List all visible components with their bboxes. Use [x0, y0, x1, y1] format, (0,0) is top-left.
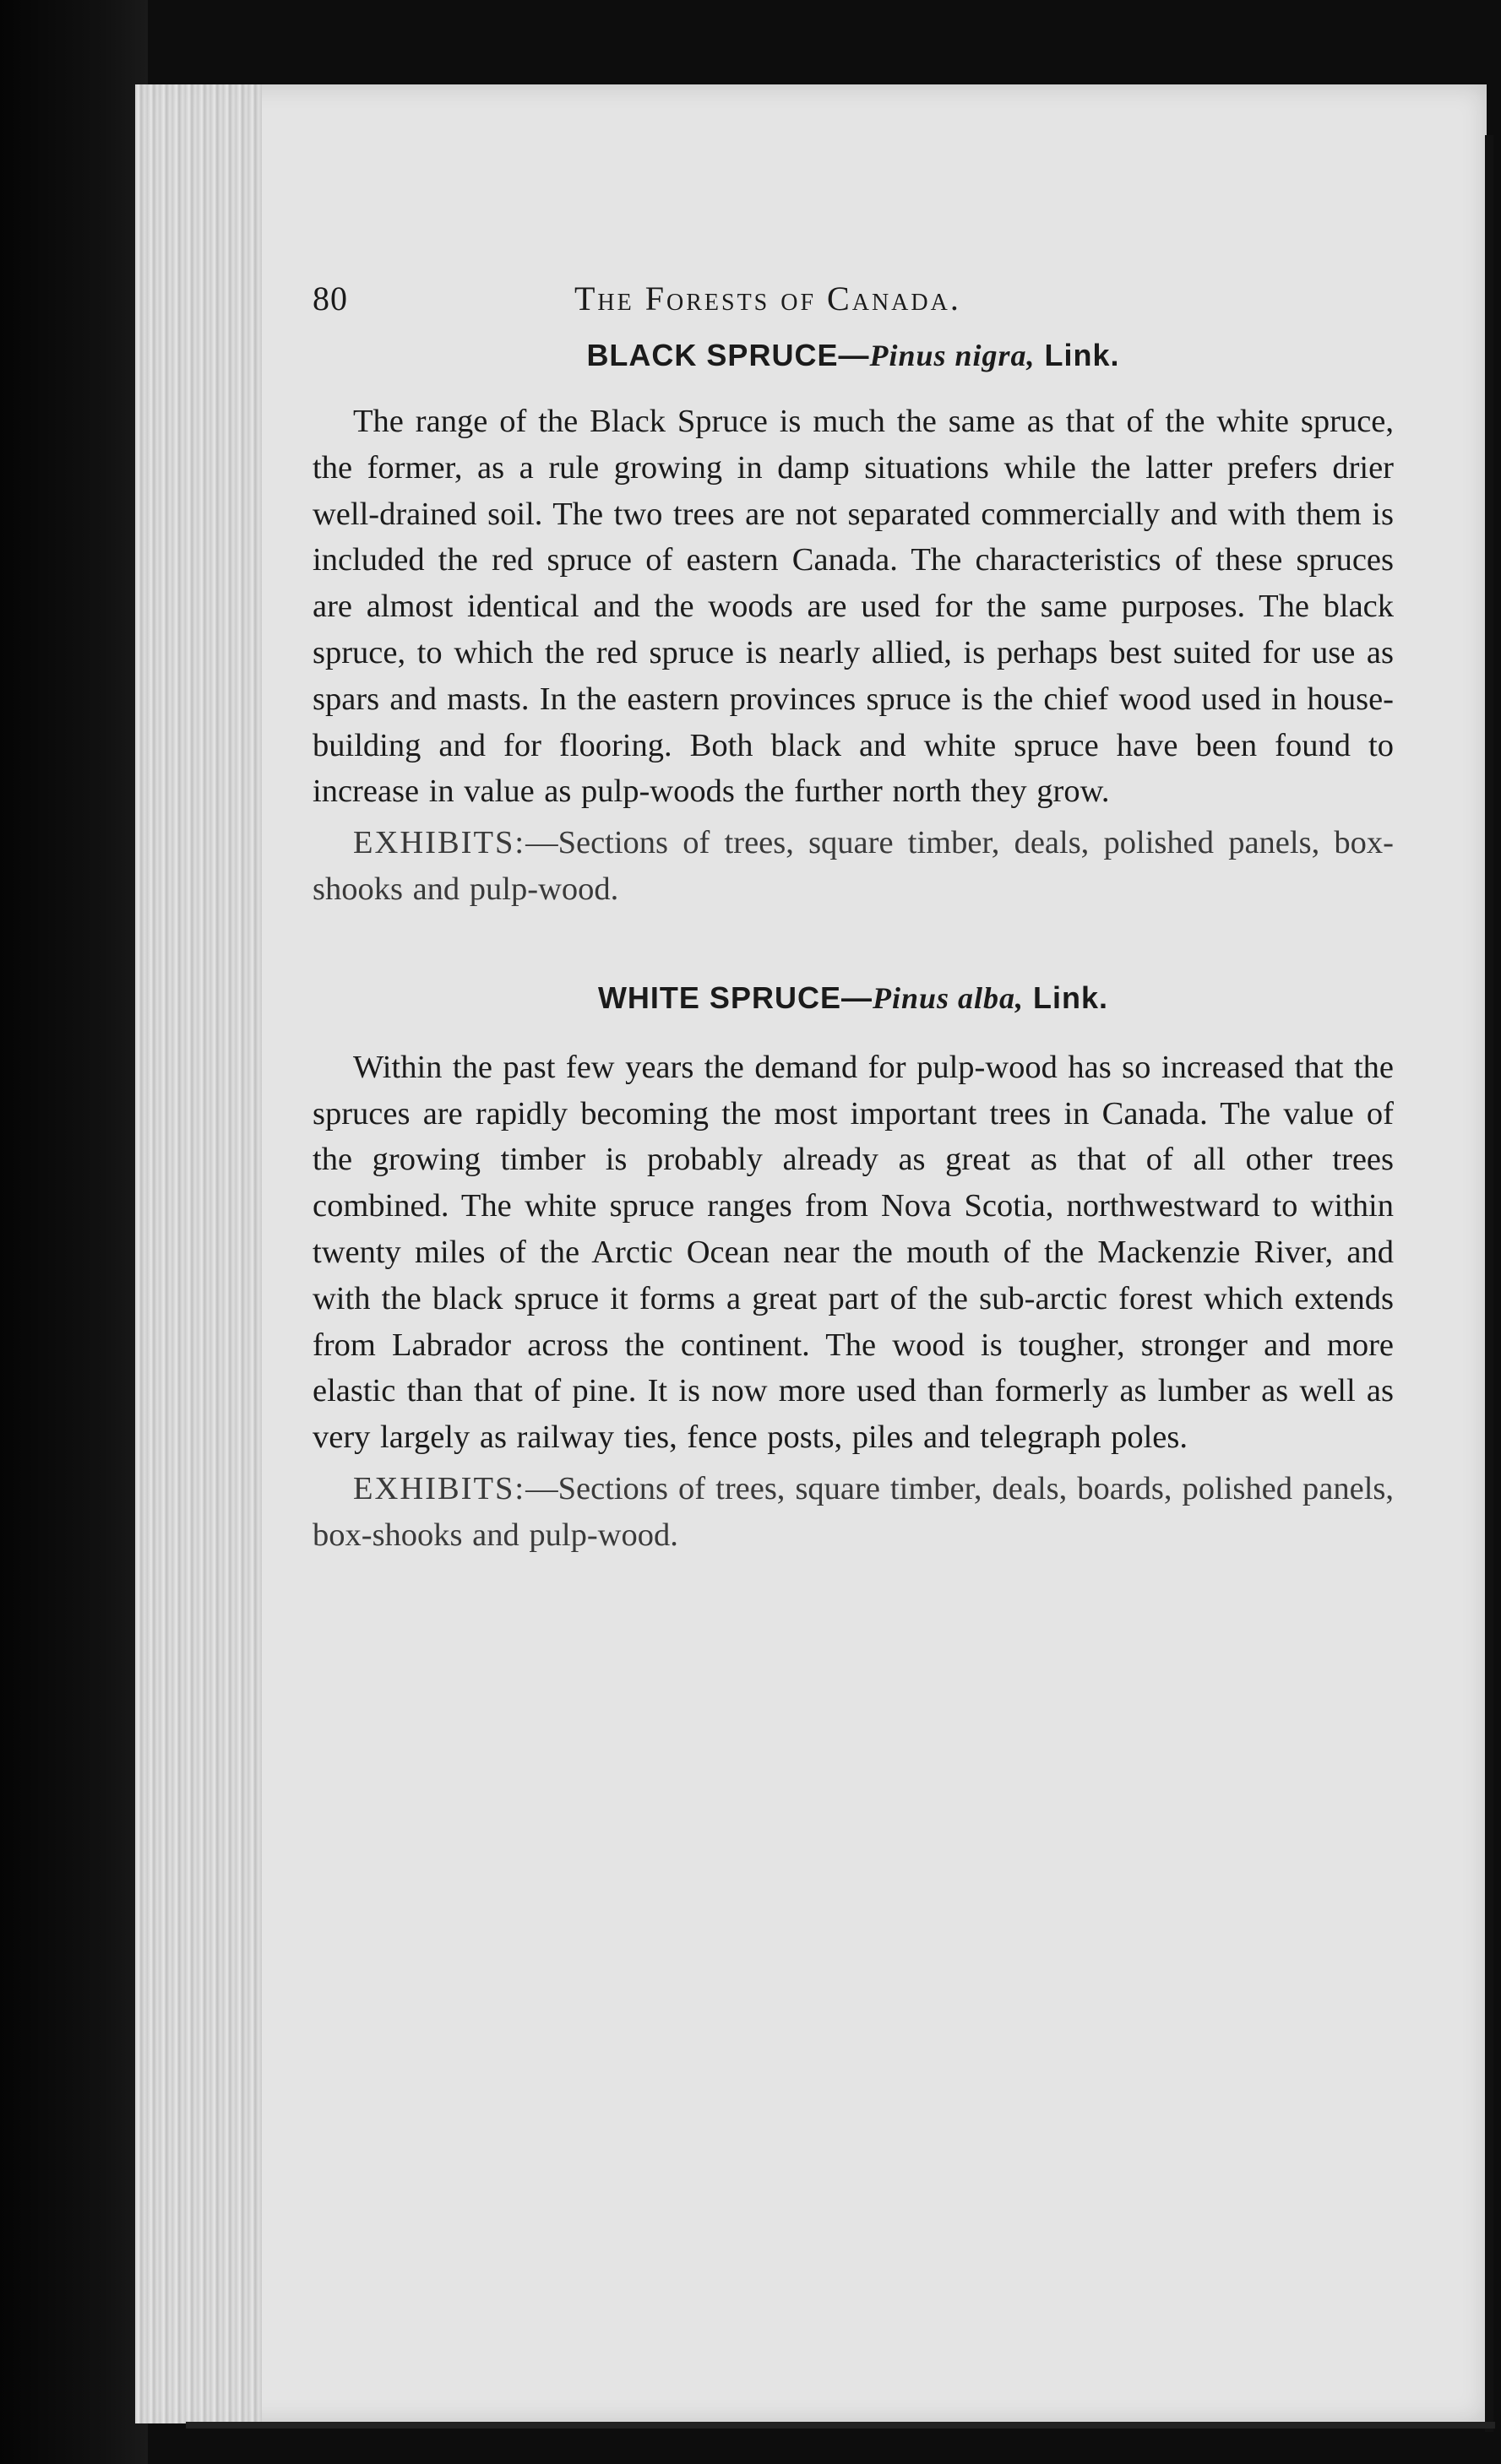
exhibits-label: EXHIBITS:	[353, 825, 526, 861]
running-title: The Forests of Canada.	[574, 280, 961, 317]
heading-author: Link.	[1033, 980, 1109, 1015]
exhibits-label: EXHIBITS:	[353, 1470, 526, 1506]
scan-left-margin	[0, 0, 148, 2464]
page-binding-gutter	[135, 84, 262, 2423]
exhibits-text: —Sections of trees, square timber, deals, boards, polished panels, box-shooks and pulp-wood.	[313, 1470, 1394, 1553]
section-heading-white-spruce	[313, 980, 1394, 1016]
heading-latin-name: Pinus alba,	[872, 980, 1025, 1015]
exhibits-black-spruce	[313, 820, 1394, 913]
section-heading-black-spruce	[313, 338, 1394, 373]
running-head	[313, 279, 1394, 338]
heading-author: Link.	[1044, 338, 1120, 372]
heading-common-name: WHITE SPRUCE—	[597, 980, 873, 1015]
page-number: 80	[313, 280, 348, 317]
heading-common-name: BLACK SPRUCE—	[586, 338, 870, 372]
section-body-white-spruce: Within the past few years the demand for pulp-wood has so increased that the spruces are rapidly becoming the most important trees in Canada. The value of the growing timber is probably already as great as that of all other trees combined. The white spruce ranges from Nova Scotia, northwestward to within twenty miles of the Arctic Ocean near the mouth of the Mackenzie River, and with the black spruce it forms a great part of the sub-arctic forest which extends from Labrador across the continent. The wood is tougher, stronger and more elastic than that of pine. It is now more used than formerly as lumber as well as very largely as railway ties, fence posts, piles and telegraph poles.	[313, 1049, 1394, 1456]
exhibits-white-spruce	[313, 1466, 1394, 1559]
page-right-edge	[1485, 135, 1493, 2432]
section-body-black-spruce: The range of the Black Spruce is much the same as that of the white spruce, the former, as a rule growing in damp situations while the latter prefers drier well-drained soil. The two trees are not separated commercially and with them is included the red spruce of eastern Canada. The characteristics of these spruces are almost identical and the woods are used for the same purposes. The black spruce, to which the red spruce is nearly allied, is perhaps best suited for use as spars and masts. In the eastern provinces spruce is the chief wood used in house-building and for flooring. Both black and white spruce have been found to increase in value as pulp-woods the further north they grow.	[313, 404, 1394, 810]
heading-latin-name: Pinus nigra,	[869, 339, 1036, 372]
exhibits-text: —Sections of trees, square timber, deals, polished panels, box-shooks and pulp-wood.	[313, 825, 1394, 907]
page-bottom-edge	[186, 2422, 1495, 2429]
page-content	[313, 279, 1394, 1559]
